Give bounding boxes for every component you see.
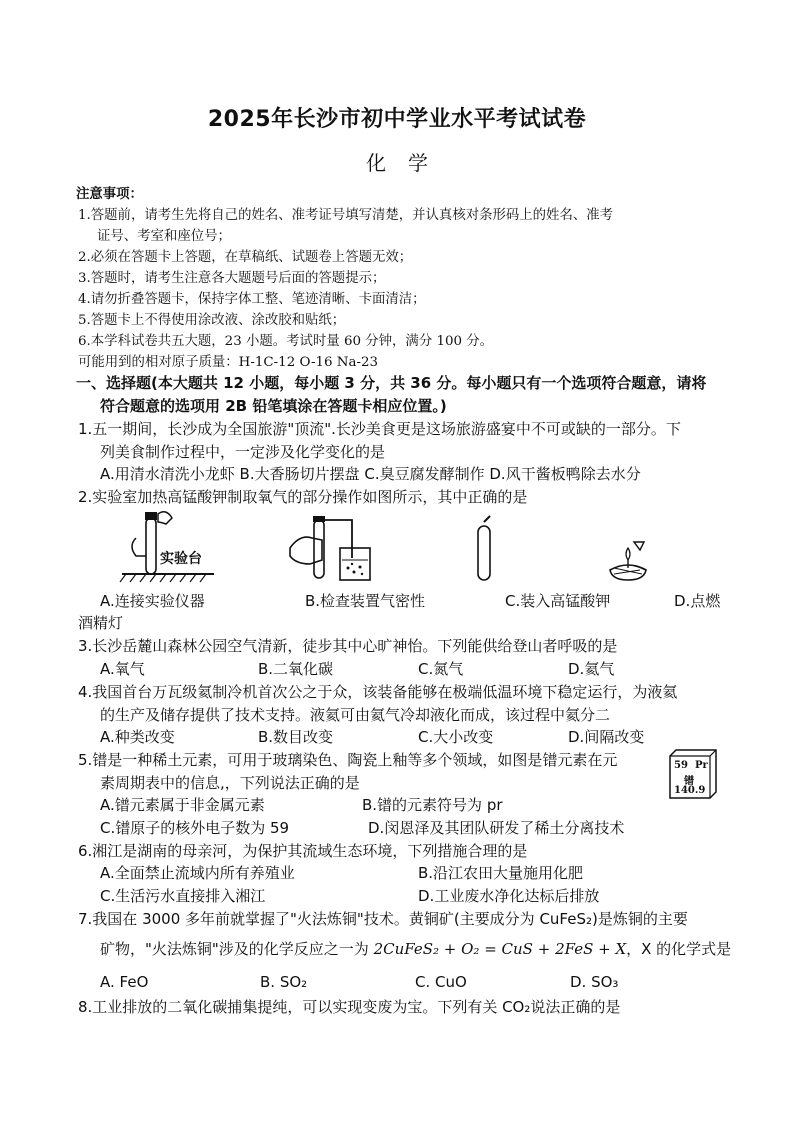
q4-option-c: C.大小改变	[418, 728, 494, 746]
section-1-emph: 一个	[541, 374, 572, 392]
q4-option-b: B.数目改变	[258, 728, 334, 746]
q1-options: A.用清水清洗小龙虾 B.大香肠切片摆盘 C.臭豆腐发酵制作 D.风干酱板鸭除去水分	[100, 465, 641, 483]
q7-stem-line2-a: 矿物，"火法炼铜"涉及的化学反应之一为	[100, 940, 369, 958]
q5-stem-line1: 5.镨是一种稀土元素，可用于玻璃染色、陶瓷上釉等多个领域，如图是镨元素在元	[78, 751, 618, 769]
element-mass: 140.9	[674, 785, 706, 796]
q6-option-a: A.全面禁止流域内所有养殖业	[100, 864, 295, 882]
figure-c-load-test-tube	[470, 516, 500, 582]
figure-d-alcohol-lamp	[604, 538, 654, 582]
q3-option-d: D.氦气	[568, 660, 615, 678]
section-1-desc-4: 。)	[432, 397, 447, 415]
q2-option-d-cont: 酒精灯	[78, 614, 124, 632]
section-1-emph-2: 答题卡相应位置	[327, 397, 433, 415]
exam-title: 2025年长沙市初中学业水平考试试卷	[207, 107, 587, 132]
q5-option-a: A.镨元素属于非金属元素	[100, 796, 265, 814]
note-item-3: 3.答题时，请考生注意各大题题号后面的答题提示；	[78, 271, 386, 286]
lab-bench-label: 实验台	[160, 551, 202, 567]
q4-stem-line1: 4.我国首台万瓦级氦制冷机首次公之于众，该装备能够在极端低温环境下稳定运行，为液氦	[78, 683, 678, 701]
q3-option-a: A.氧气	[100, 660, 145, 678]
q6-option-b: B.沿江农田大量施用化肥	[418, 864, 584, 882]
element-name: 镨	[684, 776, 694, 787]
q5-option-b: B.镨的元素符号为 pr	[362, 796, 503, 814]
q4-option-a: A.种类改变	[100, 728, 175, 746]
q7-option-b: B. SO₂	[260, 973, 308, 991]
note-item-6: 6.本学科试卷共五大题，23 小题。考试时量 60 分钟，满分 100 分。	[78, 334, 494, 349]
q7-equation: 2CuFeS₂ + O₂ = CuS + 2FeS + X	[373, 940, 627, 958]
q5-stem-line2: 素周期表中的信息,，下列说法正确的是	[100, 774, 360, 792]
q5-option-c: C.镨原子的核外电子数为 59	[100, 819, 290, 837]
q7-option-d: D. SO₃	[570, 973, 619, 991]
q7-option-c: C. CuO	[415, 973, 467, 991]
note-item-2: 2.必须在答题卡上答题，在草稿纸、试题卷上答题无效；	[78, 250, 413, 265]
q3-option-b: B.二氧化碳	[258, 660, 334, 678]
q6-option-d: D.工业废水净化达标后排放	[418, 887, 600, 905]
q3-stem: 3.长沙岳麓山森林公园空气清新，徒步其中心旷神怡。下列能供给登山者呼吸的是	[78, 637, 618, 655]
q5-option-d: D.闵恩泽及其团队研发了稀土分离技术	[368, 819, 625, 837]
q2-stem: 2.实验室加热高锰酸钾制取氧气的部分操作如图所示，其中正确的是	[78, 488, 528, 506]
section-1-desc-3: 符合题意的选项用 2B 铅笔填涂在	[100, 397, 328, 415]
atomic-mass-line: 可能用到的相对原子质量：H-1C-12 O-16 Na-23	[78, 355, 379, 370]
section-1-title: 一、选择题	[76, 374, 152, 392]
q1-stem-line1: 1.五一期间，长沙成为全国旅游"顶流".长沙美食更是这场旅游盛宴中不可或缺的一部分。下	[78, 420, 681, 438]
section-1-heading-line2	[100, 395, 447, 416]
q7-option-a: A. FeO	[100, 973, 149, 991]
q4-stem-line2: 的生产及储存提供了技术支持。液氦可由氦气冷却液化而成，该过程中氦分二	[100, 706, 611, 724]
q1-stem-line2: 列美食制作过程中，一定涉及化学变化的是	[100, 443, 386, 461]
q7-stem-line2-b: ，X 的化学式是	[626, 940, 732, 958]
q4-option-d: D.间隔改变	[568, 728, 645, 746]
note-item-5: 5.答题卡上不得使用涂改液、涂改胶和贴纸；	[78, 313, 346, 328]
q7-stem-line2	[100, 938, 731, 959]
note-item-4: 4.请勿折叠答题卡，保持字体工整、笔迹清晰、卡面清洁；	[78, 292, 426, 307]
subject-title: 化学	[366, 151, 450, 175]
section-1-desc-2: 选项符合题意，请将	[571, 374, 707, 392]
note-item-1-cont: 证号、考室和座位号；	[97, 229, 231, 244]
q2-option-c: C.装入高锰酸钾	[505, 592, 611, 610]
section-1-heading	[76, 372, 706, 393]
element-number: 59	[674, 760, 688, 771]
note-item-1: 1.答题前，请考生先将自己的姓名、准考证号填写清楚，并认真核对条形码上的姓名、准考	[78, 208, 614, 223]
q2-option-b: B.检查装置气密性	[305, 592, 426, 610]
q8-stem: 8.工业排放的二氧化碳捕集提纯，可以实现变废为宝。下列有关 CO₂说法正确的是	[78, 998, 621, 1016]
q6-option-c: C.生活污水直接排入湘江	[100, 887, 266, 905]
figure-b-airtight	[288, 512, 378, 584]
notes-heading: 注意事项：	[76, 187, 143, 202]
section-1-desc: (本大题共 12 小题，每小题 3 分，共 36 分。每小题只有	[151, 374, 542, 392]
q2-option-a: A.连接实验仪器	[100, 592, 205, 610]
q3-option-c: C.氮气	[418, 660, 464, 678]
element-symbol: Pr	[695, 760, 708, 771]
q6-stem: 6.湘江是湖南的母亲河，为保护其流域生态环境，下列措施合理的是	[78, 842, 528, 860]
q7-stem-line1: 7.我国在 3000 多年前就掌握了"火法炼铜"技术。黄铜矿(主要成分为 CuFeS₂)是炼铜的主要	[78, 910, 688, 928]
q2-option-d: D.点燃	[674, 592, 721, 610]
